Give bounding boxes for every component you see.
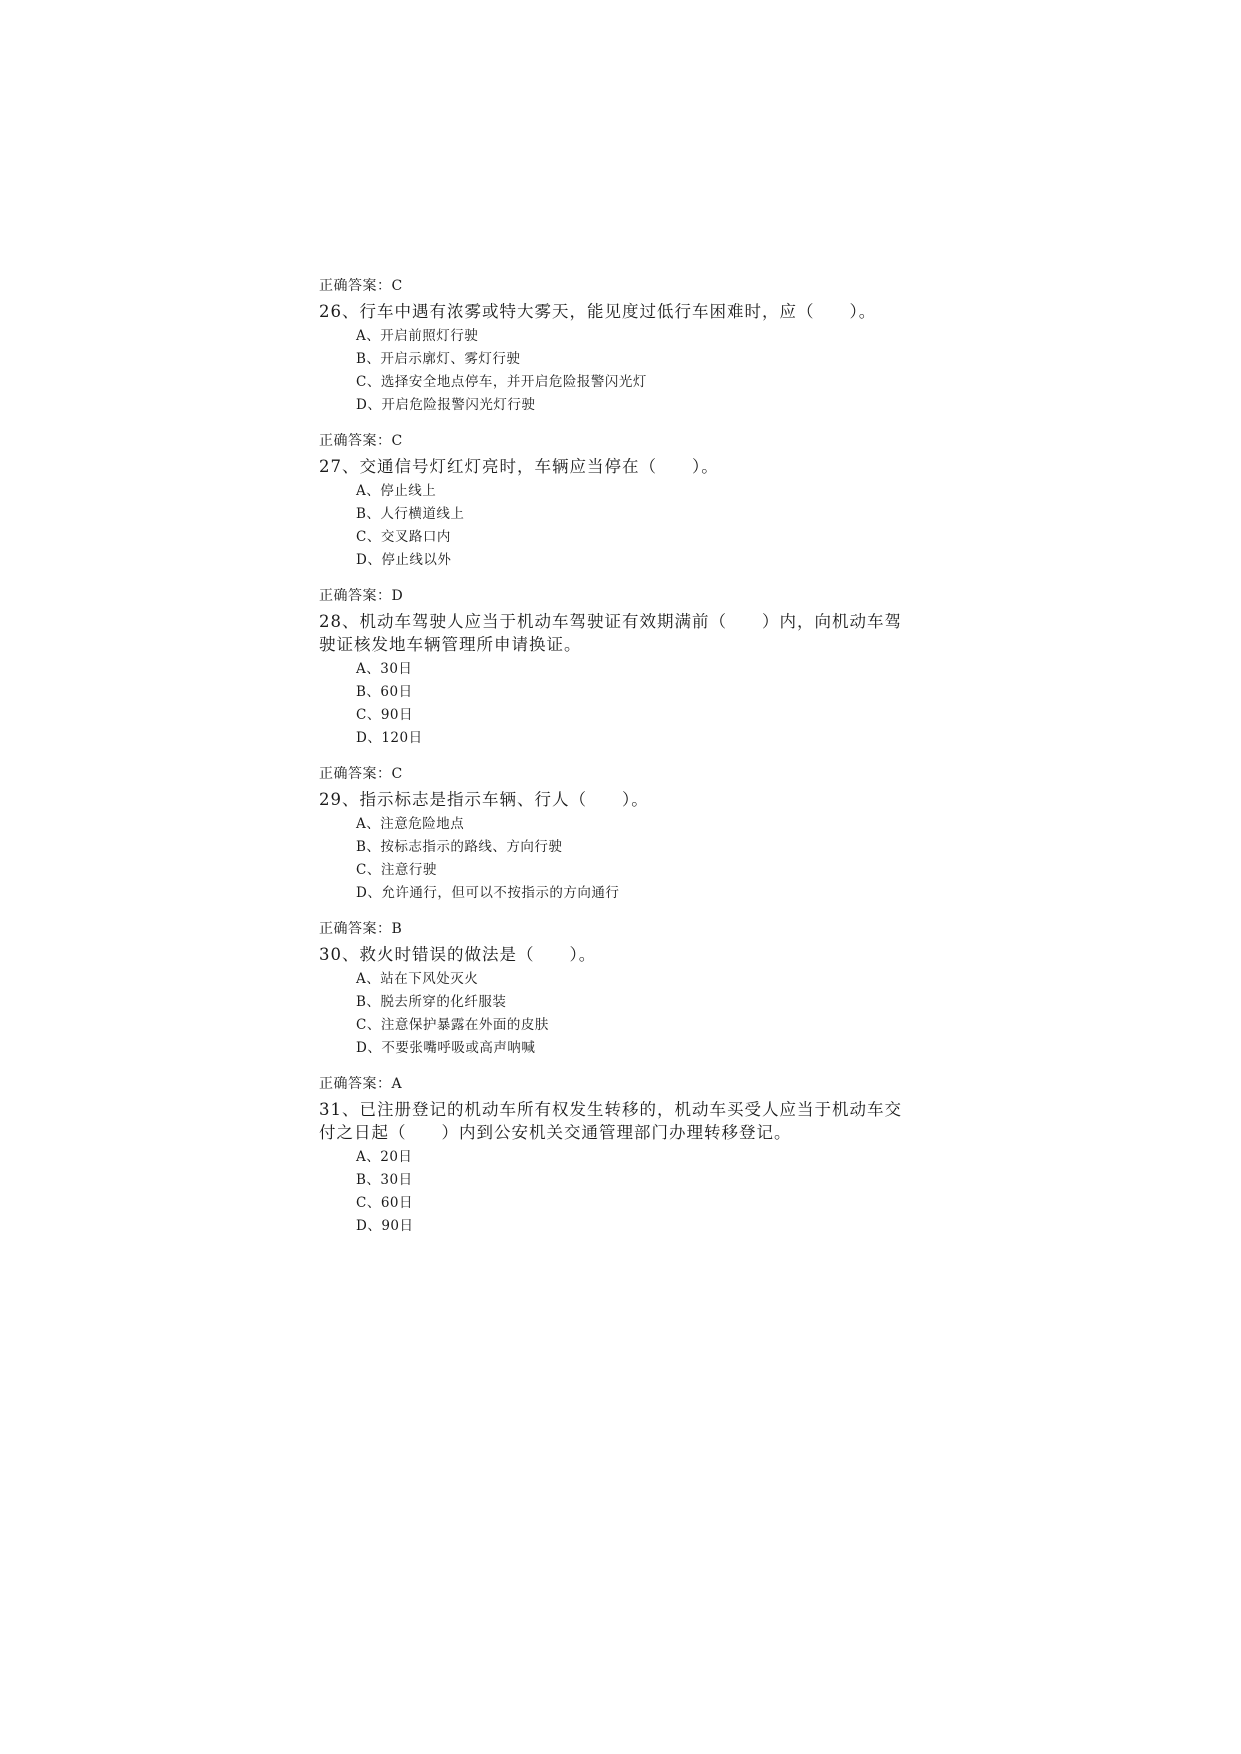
option-c: C、交叉路口内 <box>356 529 451 545</box>
options-30 <box>356 968 919 1060</box>
option-b: B、30日 <box>356 1172 413 1188</box>
answer-26: 正确答案：C <box>319 433 403 449</box>
option-c: C、注意保护暴露在外面的皮肤 <box>356 1017 549 1033</box>
option-c: C、60日 <box>356 1195 414 1211</box>
options-29 <box>356 813 919 905</box>
option-d: D、120日 <box>356 730 423 746</box>
answer-29: 正确答案：B <box>319 921 403 937</box>
option-b: B、按标志指示的路线、方向行驶 <box>356 839 563 855</box>
question-block-26 <box>319 300 919 417</box>
option-d: D、停止线以外 <box>356 552 452 568</box>
option-a: A、注意危险地点 <box>356 816 465 832</box>
answer-25: 正确答案：C <box>319 278 403 294</box>
option-c: C、90日 <box>356 707 414 723</box>
question-30: 30、救火时错误的做法是（ ）。 <box>319 945 597 964</box>
option-a: A、开启前照灯行驶 <box>356 328 479 344</box>
options-28 <box>356 658 919 750</box>
options-26 <box>356 325 919 417</box>
question-27: 27、交通信号灯红灯亮时，车辆应当停在（ ）。 <box>319 457 719 476</box>
option-b: B、人行横道线上 <box>356 506 465 522</box>
option-d: D、90日 <box>356 1218 414 1234</box>
option-b: B、脱去所穿的化纤服装 <box>356 994 507 1010</box>
question-31: 31、已注册登记的机动车所有权发生转移的，机动车买受人应当于机动车交付之日起（ ）内到公安机关交通管理部门办理转移登记。 <box>319 1100 902 1142</box>
answer-30: 正确答案：A <box>319 1076 403 1092</box>
answer-27: 正确答案：D <box>319 588 404 604</box>
options-27 <box>356 480 919 572</box>
option-a: A、20日 <box>356 1149 413 1165</box>
quiz-page <box>319 276 919 1252</box>
question-26: 26、行车中遇有浓雾或特大雾天，能见度过低行车困难时，应（ ）。 <box>319 302 877 321</box>
option-a: A、30日 <box>356 661 413 677</box>
option-d: D、不要张嘴呼吸或高声呐喊 <box>356 1040 536 1056</box>
question-block-30 <box>319 943 919 1060</box>
option-c: C、选择安全地点停车，并开启危险报警闪光灯 <box>356 374 647 390</box>
option-c: C、注意行驶 <box>356 862 437 878</box>
question-28: 28、机动车驾驶人应当于机动车驾驶证有效期满前（ ）内，向机动车驾驶证核发地车辆管理所申请换证。 <box>319 612 902 654</box>
option-d: D、开启危险报警闪光灯行驶 <box>356 397 536 413</box>
question-block-28 <box>319 610 919 750</box>
question-29: 29、指示标志是指示车辆、行人（ ）。 <box>319 790 649 809</box>
option-a: A、站在下风处灭火 <box>356 971 479 987</box>
option-b: B、60日 <box>356 684 413 700</box>
option-b: B、开启示廓灯、雾灯行驶 <box>356 351 521 367</box>
question-block-29 <box>319 788 919 905</box>
option-d: D、允许通行，但可以不按指示的方向通行 <box>356 885 620 901</box>
options-31 <box>356 1146 919 1238</box>
option-a: A、停止线上 <box>356 483 437 499</box>
question-block-31 <box>319 1098 919 1238</box>
question-block-27 <box>319 455 919 572</box>
answer-28: 正确答案：C <box>319 766 403 782</box>
